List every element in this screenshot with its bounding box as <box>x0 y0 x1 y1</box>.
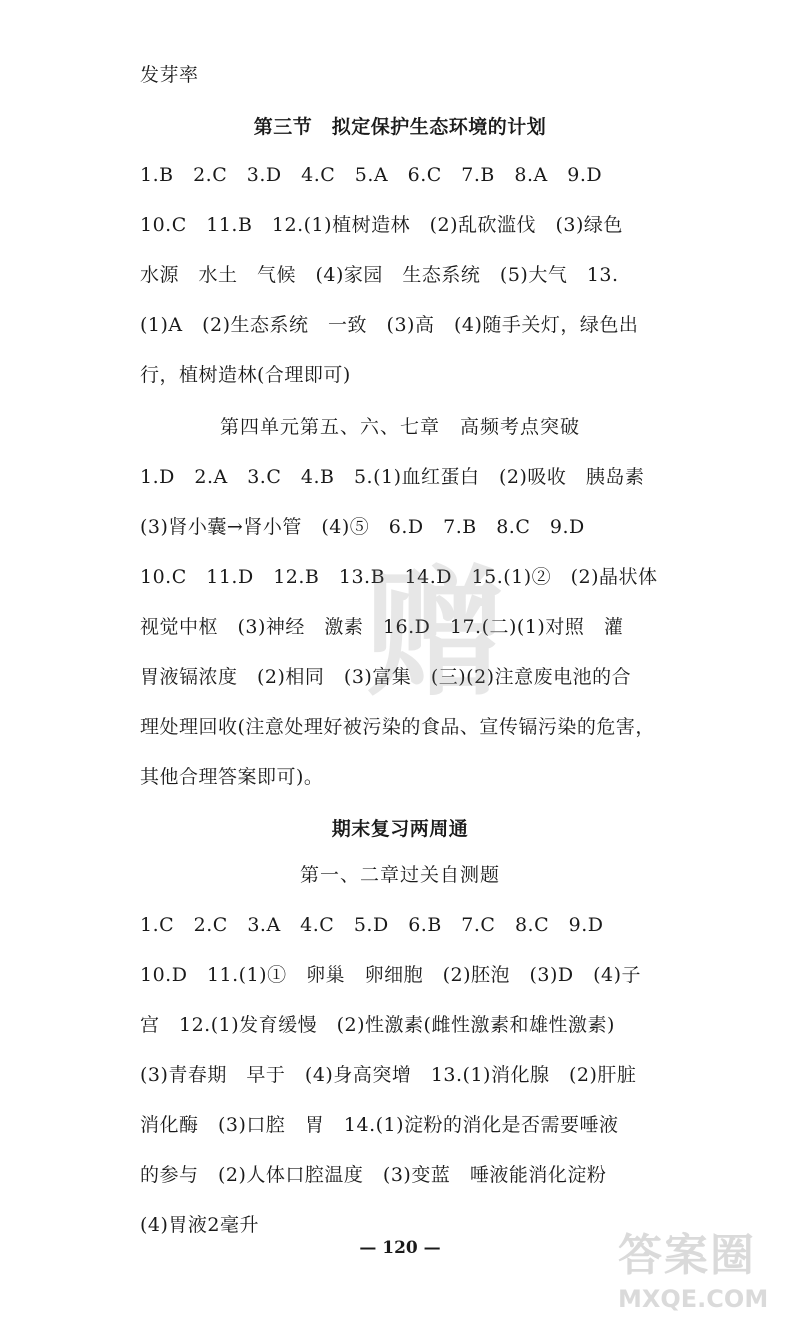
text-line: 1.C 2.C 3.A 4.C 5.D 6.B 7.C 8.C 9.D <box>140 914 604 936</box>
text-line: 行，植树造林(合理即可) <box>140 364 351 386</box>
text-line: (4)胃液2毫升 <box>140 1214 260 1236</box>
text-line: 胃液镉浓度 (2)相同 (3)富集 (三)(2)注意废电池的合 <box>140 666 632 688</box>
logo-mark: 答案圈 <box>618 1230 756 1281</box>
text-line: 10.C 11.B 12.(1)植树造林 (2)乱砍滥伐 (3)绿色 <box>140 214 623 236</box>
text-line: 视觉中枢 (3)神经 激素 16.D 17.(二)(1)对照 灌 <box>140 616 624 638</box>
page-number: — 120 — <box>359 1238 441 1258</box>
section-heading: 期末复习两周通 <box>331 818 469 840</box>
text-line: 消化酶 (3)口腔 胃 14.(1)淀粉的消化是否需要唾液 <box>140 1114 619 1136</box>
text-line: 水源 水土 气候 (4)家园 生态系统 (5)大气 13. <box>140 264 619 286</box>
text-line: 宫 12.(1)发育缓慢 (2)性激素(雌性激素和雄性激素) <box>140 1014 615 1036</box>
text-line: 1.B 2.C 3.D 4.C 5.A 6.C 7.B 8.A 9.D <box>140 164 603 186</box>
section-heading: 第一、二章过关自测题 <box>299 864 500 886</box>
text-line: 其他合理答案即可)。 <box>140 766 324 788</box>
text-line: 理处理回收(注意处理好被污染的食品、宣传镉污染的危害， <box>140 716 655 738</box>
section-heading: 第四单元第五、六、七章 高频考点突破 <box>219 416 580 438</box>
text-line: 的参与 (2)人体口腔温度 (3)变蓝 唾液能消化淀粉 <box>140 1164 607 1186</box>
text-line: 10.D 11.(1)① 卵巢 卵细胞 (2)胚泡 (3)D (4)子 <box>140 964 642 986</box>
text-line: (3)青春期 早于 (4)身高突增 13.(1)消化腺 (2)肝脏 <box>140 1064 637 1086</box>
text-line: 发芽率 <box>140 64 199 86</box>
logo-site-text: MXQE.COM <box>618 1285 769 1313</box>
text-line: (3)肾小囊→肾小管 (4)⑤ 6.D 7.B 8.C 9.D <box>140 516 585 538</box>
text-line: (1)A (2)生态系统 一致 (3)高 (4)随手关灯，绿色出 <box>140 314 639 336</box>
section-heading: 第三节 拟定保护生态环境的计划 <box>253 116 547 138</box>
text-line: 10.C 11.D 12.B 13.B 14.D 15.(1)② (2)晶状体 <box>140 566 658 588</box>
watermark-stamp: 赠 <box>365 553 506 716</box>
text-line: 1.D 2.A 3.C 4.B 5.(1)血红蛋白 (2)吸收 胰岛素 <box>140 466 645 488</box>
